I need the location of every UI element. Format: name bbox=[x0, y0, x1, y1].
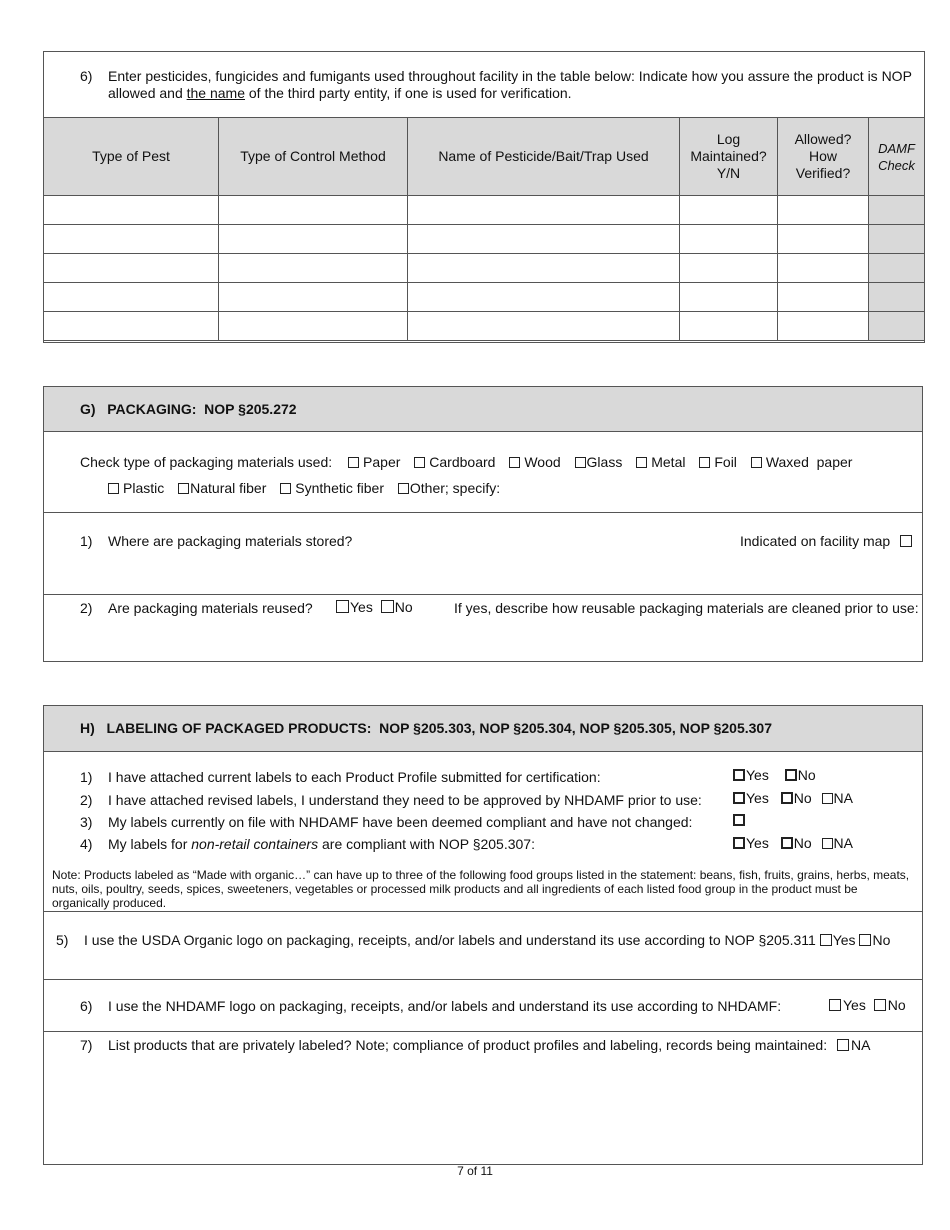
pest-item-number: 6) bbox=[80, 68, 93, 84]
facility-map-option[interactable] bbox=[740, 533, 916, 549]
checkbox-icon[interactable] bbox=[381, 600, 394, 613]
pest-table bbox=[43, 117, 925, 341]
table-cell[interactable] bbox=[680, 225, 778, 254]
q5-yes-option[interactable]: Yes bbox=[820, 932, 856, 948]
packaging-q2-followup: If yes, describe how reusable packaging materials are cleaned prior to use: bbox=[454, 600, 919, 616]
header-damf-check: DAMF Check bbox=[869, 118, 925, 196]
packaging-q2-text: Are packaging materials reused? bbox=[108, 600, 313, 616]
label-item-number: 2) bbox=[80, 792, 93, 808]
facility-map-label: Indicated on facility map bbox=[740, 533, 891, 549]
checkbox-icon[interactable] bbox=[900, 535, 912, 547]
material-synthetic-fiber[interactable]: Synthetic fiber bbox=[280, 480, 384, 496]
header-allowed-verified: Allowed? How Verified? bbox=[778, 118, 869, 196]
label-item3-checkbox[interactable] bbox=[733, 812, 749, 828]
label-item-number: 4) bbox=[80, 836, 93, 852]
header-log-maintained: Log Maintained? Y/N bbox=[680, 118, 778, 196]
material-foil[interactable]: Foil bbox=[699, 454, 737, 470]
table-cell[interactable] bbox=[219, 196, 408, 225]
table-cell[interactable] bbox=[44, 283, 219, 312]
table-cell[interactable] bbox=[219, 283, 408, 312]
no-option[interactable]: No bbox=[785, 767, 816, 783]
packaging-q2-number: 2) bbox=[80, 600, 93, 616]
table-cell[interactable] bbox=[680, 254, 778, 283]
checkbox-icon[interactable] bbox=[751, 457, 762, 468]
table-row bbox=[44, 283, 925, 312]
checkbox-icon[interactable] bbox=[822, 838, 833, 849]
pest-line2-post: of the third party entity, if one is used for verification. bbox=[248, 85, 572, 101]
table-row bbox=[44, 254, 925, 283]
label-item-number: 3) bbox=[80, 814, 93, 830]
na-option[interactable]: NA bbox=[822, 835, 853, 851]
checkbox-icon[interactable] bbox=[108, 483, 119, 494]
table-cell[interactable] bbox=[778, 225, 869, 254]
checkbox-icon[interactable] bbox=[178, 483, 189, 494]
checkbox-icon[interactable] bbox=[781, 792, 793, 804]
labeling-note: Note: Products labeled as “Made with organic…” can have up to three of the following food groups listed in the statement: beans, fish, fruits, grains, herbs, meats, nuts, oils, poultry, seeds, spices, sweeteners, vegetables or processed milk products and all ingredients of each listed food group in the product must be organically produced. bbox=[52, 868, 910, 910]
pest-line2-pre: allowed and bbox=[108, 85, 183, 101]
header-control-method: Type of Control Method bbox=[219, 118, 408, 196]
packaging-materials-row1 bbox=[80, 454, 862, 470]
checkbox-icon[interactable] bbox=[398, 483, 409, 494]
label-q7-number: 7) bbox=[80, 1037, 93, 1053]
table-cell-damf bbox=[869, 283, 925, 312]
material-waxed-paper[interactable]: Waxed paper bbox=[751, 454, 853, 470]
q2-yes-option[interactable]: Yes bbox=[336, 599, 373, 615]
checkbox-icon[interactable] bbox=[509, 457, 520, 468]
checkbox-icon[interactable] bbox=[280, 483, 291, 494]
label-item-number: 1) bbox=[80, 769, 93, 785]
label-item2-options bbox=[733, 790, 853, 806]
no-option[interactable]: No bbox=[781, 790, 812, 806]
label-q6-text: I use the NHDAMF logo on packaging, receipts, and/or labels and understand its use according to NHDAMF: bbox=[108, 998, 782, 1014]
checkbox-icon[interactable] bbox=[859, 934, 871, 946]
table-cell[interactable] bbox=[680, 312, 778, 341]
table-cell[interactable] bbox=[408, 196, 680, 225]
checkbox-icon[interactable] bbox=[348, 457, 359, 468]
material-glass[interactable]: Glass bbox=[575, 454, 623, 470]
header-type-of-pest: Type of Pest bbox=[44, 118, 219, 196]
table-cell[interactable] bbox=[408, 225, 680, 254]
table-cell[interactable] bbox=[778, 196, 869, 225]
label-item4-text: My labels for non-retail containers are compliant with NOP §205.307: bbox=[108, 836, 535, 852]
packaging-q1-text: Where are packaging materials stored? bbox=[108, 533, 353, 549]
checkbox-icon[interactable] bbox=[874, 999, 886, 1011]
label-item-text: My labels currently on file with NHDAMF have been deemed compliant and have not changed: bbox=[108, 814, 693, 830]
table-cell[interactable] bbox=[44, 254, 219, 283]
q6-no-option[interactable]: No bbox=[874, 997, 906, 1013]
checkbox-icon[interactable] bbox=[820, 934, 832, 946]
label-q5-row bbox=[84, 932, 890, 948]
label-q6-number: 6) bbox=[80, 998, 93, 1014]
table-cell[interactable] bbox=[680, 283, 778, 312]
checkbox-icon[interactable] bbox=[822, 793, 833, 804]
checkbox-icon[interactable] bbox=[336, 600, 349, 613]
label-item-text: I have attached current labels to each Product Profile submitted for certification: bbox=[108, 769, 601, 785]
label-q6-options bbox=[829, 997, 906, 1013]
packaging-check-label: Check type of packaging materials used: bbox=[80, 454, 333, 470]
table-cell[interactable] bbox=[44, 196, 219, 225]
header-pesticide-name: Name of Pesticide/Bait/Trap Used bbox=[408, 118, 680, 196]
material-metal[interactable]: Metal bbox=[636, 454, 685, 470]
q6-yes-option[interactable]: Yes bbox=[829, 997, 866, 1013]
material-cardboard[interactable]: Cardboard bbox=[414, 454, 495, 470]
material-other[interactable]: Other; specify: bbox=[398, 480, 500, 496]
pest-line2-underlined: the name bbox=[186, 85, 245, 101]
na-option[interactable]: NA bbox=[822, 790, 853, 806]
checkbox-icon[interactable] bbox=[733, 769, 745, 781]
label-q5-text: I use the USDA Organic logo on packaging, receipts, and/or labels and understand its use according to NOP §205.311 bbox=[84, 932, 816, 948]
pest-instruction-line1: Enter pesticides, fungicides and fumigants used throughout facility in the table below: Indicate how you assure the product is NOP bbox=[108, 68, 912, 84]
table-cell[interactable] bbox=[408, 312, 680, 341]
table-cell[interactable] bbox=[219, 225, 408, 254]
labeling-heading: H) LABELING OF PACKAGED PRODUCTS: NOP §205.303, NOP §205.304, NOP §205.305, NOP §205.307 bbox=[80, 720, 772, 736]
table-cell[interactable] bbox=[408, 254, 680, 283]
checkbox-icon[interactable] bbox=[781, 837, 793, 849]
checkbox-icon[interactable] bbox=[699, 457, 710, 468]
checkbox-icon[interactable] bbox=[829, 999, 841, 1011]
table-cell[interactable] bbox=[778, 254, 869, 283]
packaging-q1-number: 1) bbox=[80, 533, 93, 549]
q7-na-option[interactable]: NA bbox=[837, 1037, 870, 1053]
table-row bbox=[44, 225, 925, 254]
table-cell-damf bbox=[869, 196, 925, 225]
pest-instruction-line2 bbox=[108, 85, 572, 101]
table-cell[interactable] bbox=[219, 254, 408, 283]
label-q5-number: 5) bbox=[56, 932, 69, 948]
material-wood[interactable]: Wood bbox=[509, 454, 560, 470]
yes-option[interactable]: Yes bbox=[733, 835, 769, 851]
label-item1-options bbox=[733, 767, 816, 783]
label-q7-row bbox=[108, 1037, 870, 1053]
table-cell-damf bbox=[869, 254, 925, 283]
checkbox-icon[interactable] bbox=[733, 792, 745, 804]
material-paper[interactable]: Paper bbox=[348, 454, 400, 470]
checkbox-icon[interactable] bbox=[785, 769, 797, 781]
table-row bbox=[44, 196, 925, 225]
material-natural-fiber[interactable]: Natural fiber bbox=[178, 480, 266, 496]
label-q7-text: List products that are privately labeled? Note; compliance of product profiles and labeling, records being maintained: bbox=[108, 1037, 828, 1053]
checkbox-icon[interactable] bbox=[414, 457, 425, 468]
packaging-materials-row2 bbox=[108, 480, 510, 496]
table-cell[interactable] bbox=[680, 196, 778, 225]
table-cell[interactable] bbox=[44, 312, 219, 341]
material-plastic[interactable]: Plastic bbox=[108, 480, 164, 496]
q5-no-option[interactable]: No bbox=[859, 932, 890, 948]
yes-option[interactable]: Yes bbox=[733, 767, 769, 783]
table-cell[interactable] bbox=[778, 283, 869, 312]
table-cell-damf bbox=[869, 312, 925, 341]
pest-table-header bbox=[44, 118, 925, 196]
checkbox-icon[interactable] bbox=[837, 1039, 849, 1051]
label-item-text: I have attached revised labels, I understand they need to be approved by NHDAMF prior to use: bbox=[108, 792, 702, 808]
table-cell[interactable] bbox=[44, 225, 219, 254]
table-cell-damf bbox=[869, 225, 925, 254]
checkbox-icon[interactable] bbox=[733, 814, 745, 826]
checkbox-icon[interactable] bbox=[575, 457, 586, 468]
label-item4-options bbox=[733, 835, 853, 851]
no-option[interactable]: No bbox=[781, 835, 812, 851]
checkbox-icon[interactable] bbox=[636, 457, 647, 468]
table-cell[interactable] bbox=[408, 283, 680, 312]
table-row bbox=[44, 312, 925, 341]
q2-no-option[interactable]: No bbox=[381, 599, 413, 615]
yes-option[interactable]: Yes bbox=[733, 790, 769, 806]
page-number: 7 of 11 bbox=[457, 1164, 493, 1178]
packaging-q2-options bbox=[336, 599, 413, 615]
table-cell[interactable] bbox=[778, 312, 869, 341]
packaging-heading: G) PACKAGING: NOP §205.272 bbox=[80, 401, 297, 417]
checkbox-icon[interactable] bbox=[733, 837, 745, 849]
table-cell[interactable] bbox=[219, 312, 408, 341]
